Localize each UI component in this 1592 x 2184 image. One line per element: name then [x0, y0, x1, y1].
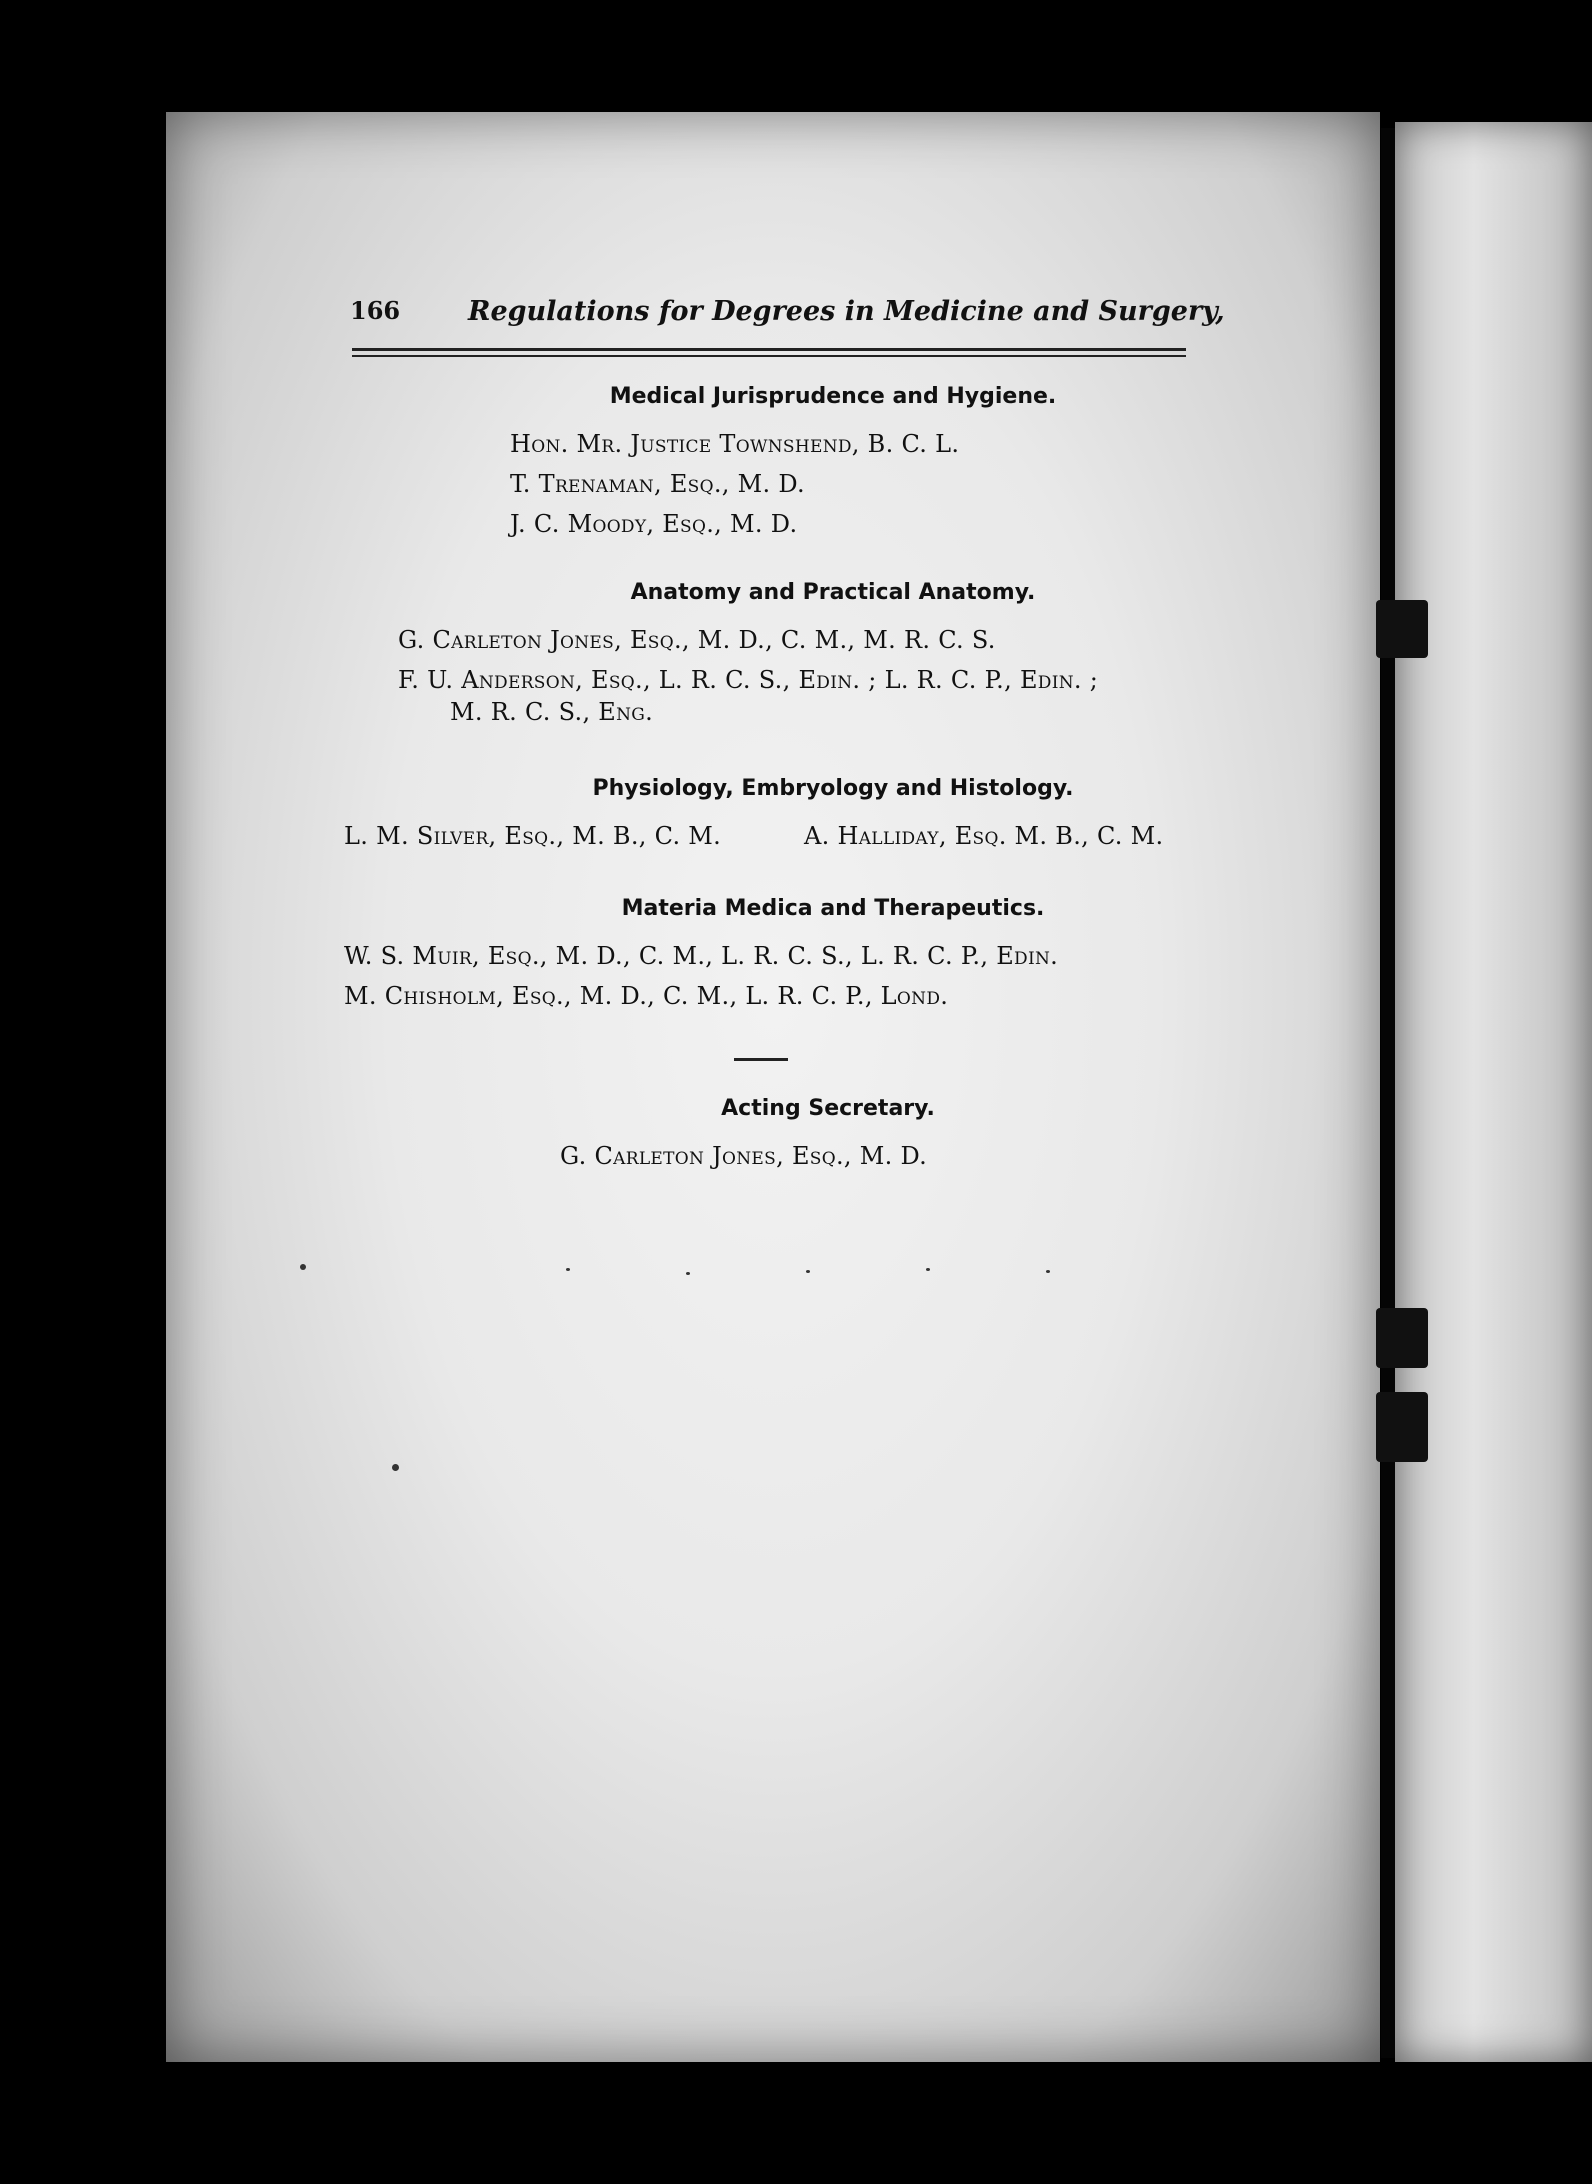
entry-muir: W. S. Muir, Esq., M. D., C. M., L. R. C. S., L. R. C. P., Edin. [344, 942, 1059, 970]
entry-moody: J. C. Moody, Esq., M. D. [510, 510, 798, 538]
entry-townshend: Hon. Mr. Justice Townshend, B. C. L. [510, 430, 960, 458]
scan-speck [1046, 1270, 1050, 1273]
section-heading-jurisprudence: Medical Jurisprudence and Hygiene. [609, 384, 1057, 409]
entry-chisholm: M. Chisholm, Esq., M. D., C. M., L. R. C. P., Lond. [344, 982, 949, 1010]
facing-page-edge [1395, 122, 1592, 2062]
entry-anderson: F. U. Anderson, Esq., L. R. C. S., Edin. ; L. R. C. P., Edin. ; [398, 666, 1099, 694]
scan-speck [566, 1268, 570, 1271]
section-heading-anatomy: Anatomy and Practical Anatomy. [630, 580, 1036, 605]
entry-secretary: G. Carleton Jones, Esq., M. D. [560, 1142, 928, 1170]
scan-speck [392, 1464, 399, 1471]
scan-speck [300, 1264, 306, 1270]
header-rule-bottom [352, 355, 1186, 357]
entry-anderson-cont: M. R. C. S., Eng. [450, 698, 654, 726]
scan-speck [686, 1272, 690, 1275]
binding-clip [1376, 1392, 1428, 1462]
entry-trenaman: T. Trenaman, Esq., M. D. [510, 470, 805, 498]
entry-carleton-jones: G. Carleton Jones, Esq., M. D., C. M., M. R. C. S. [398, 626, 996, 654]
entry-halliday: A. Halliday, Esq. M. B., C. M. [804, 822, 1164, 850]
header-rule-top [352, 348, 1186, 351]
binding-clip [1376, 600, 1428, 658]
entry-silver: L. M. Silver, Esq., M. B., C. M. [344, 822, 722, 850]
section-heading-secretary: Acting Secretary. [721, 1096, 935, 1121]
running-title: Regulations for Degrees in Medicine and Surgery, [468, 296, 1225, 327]
scan-speck [926, 1268, 930, 1271]
section-heading-physiology: Physiology, Embryology and Histology. [592, 776, 1074, 801]
binding-clip [1376, 1308, 1428, 1368]
book-page [166, 112, 1380, 2062]
section-divider [734, 1058, 788, 1061]
scan-speck [806, 1270, 810, 1273]
section-heading-materia-medica: Materia Medica and Therapeutics. [621, 896, 1045, 921]
page-number: 166 [350, 296, 401, 325]
book-binding [1381, 128, 1395, 2058]
